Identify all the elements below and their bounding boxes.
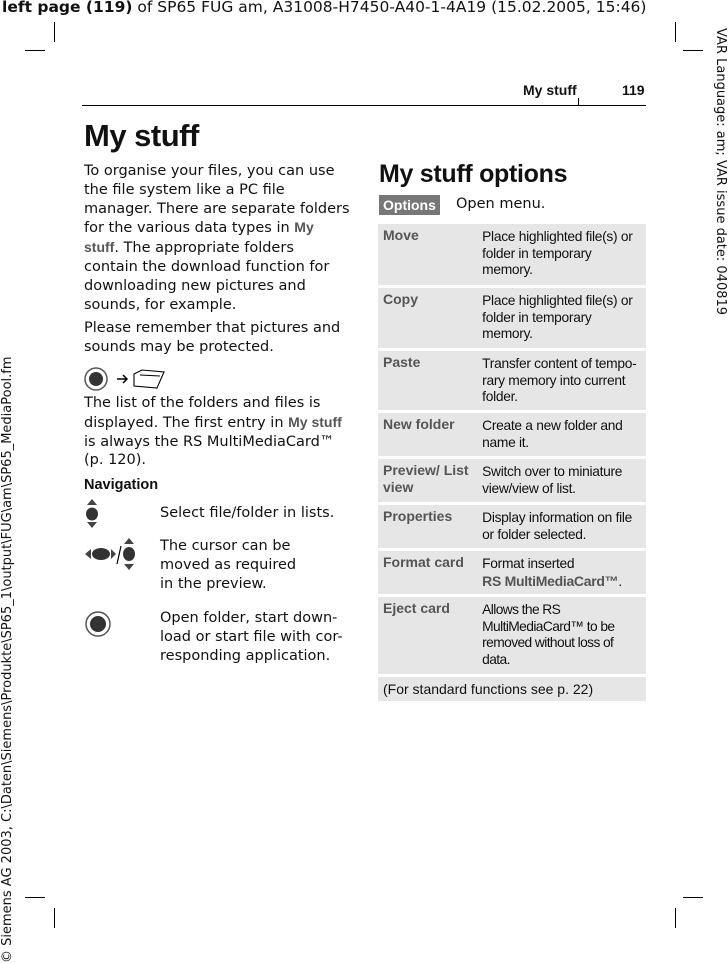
print-header-rest: of SP65 FUG am, A31008-H7450-A40-1-4A19 (15.02.2005, 15:46) (132, 0, 647, 16)
option-desc: Create a new folder and name it. (482, 418, 623, 450)
options-table (378, 224, 646, 701)
option-desc: Place highlighted file(s) or folder in temporary memory. (482, 229, 633, 277)
option-desc: Transfer content of tempo-rary memory into current folder. (482, 356, 637, 404)
intro-text: To organise your files, you can use the file system like a PC file manager. There are separate folders for the various data types in (84, 163, 350, 237)
page-number-tab (578, 98, 579, 106)
crop-mark (675, 908, 676, 928)
table-row (378, 551, 646, 594)
options-softkey-desc: Open menu. (456, 196, 546, 212)
table-row (378, 288, 646, 348)
print-header (2, 0, 646, 16)
crop-mark (683, 50, 703, 51)
table-row (378, 224, 646, 285)
print-header-bold: left page (119) (2, 0, 133, 16)
intro-paragraph-1 (84, 162, 352, 314)
side-note-left: © Siemens AG 2003, C:\Daten\Siemens\Produkte\SP65_1\output\FUG\am\SP65_MediaPool.fm (0, 356, 15, 963)
table-row (378, 351, 646, 410)
options-softkey: Options (379, 195, 440, 215)
option-desc: Display information on file or folder selected. (482, 510, 633, 542)
intro-highlight: My stuff (288, 413, 342, 430)
intro-highlight: My stuff (84, 219, 314, 256)
intro-paragraph-3 (84, 394, 352, 470)
intro-text-end: is always the RS MultiMediaCard™ (p. 120). (84, 433, 335, 469)
option-desc-text: Format inserted (482, 556, 575, 571)
table-row (378, 413, 646, 456)
nav-item-1-text: Select file/folder in lists. (160, 505, 335, 521)
options-footer: (For standard functions see p. 22) (378, 677, 646, 701)
option-key: Format card (383, 554, 464, 570)
crop-mark (683, 897, 703, 898)
nav-item-3-text: Open folder, start down-load or start file with cor-responding application. (160, 610, 343, 664)
intro-text: The list of the folders and files is displayed. The first entry in (84, 395, 321, 431)
options-heading: My stuff options (379, 160, 568, 188)
crop-mark (54, 908, 55, 928)
table-row (378, 459, 646, 502)
intro-text-end: . The appropriate folders contain the download function for downloading new pictures and sounds, for example. (84, 240, 330, 313)
option-key: Paste (383, 354, 421, 370)
page-title: My stuff (84, 118, 199, 153)
option-desc: Switch over to miniature view/view of list. (482, 464, 623, 496)
option-key: Move (383, 227, 419, 243)
option-desc (477, 551, 646, 594)
crop-mark (25, 897, 45, 898)
crop-mark (675, 22, 676, 42)
navigation-title: Navigation (84, 477, 159, 493)
crop-mark (25, 50, 45, 51)
option-key: New folder (383, 416, 455, 432)
option-desc: Place highlighted file(s) or folder in temporary memory. (482, 293, 633, 341)
side-note-right: VAR Language: am; VAR issue date: 040819 (713, 28, 728, 316)
option-desc-highlight: RS MultiMediaCard™ (482, 572, 619, 589)
table-row (378, 505, 646, 548)
option-desc: Allows the RS MultiMediaCard™ to be removed without loss of data. (482, 602, 615, 667)
four-way-key-icon (85, 538, 137, 572)
crop-mark (54, 22, 55, 42)
intro-paragraph-2: Please remember that pictures and sounds may be protected. (84, 320, 341, 355)
option-key: Copy (383, 291, 418, 307)
option-desc-end: . (618, 573, 622, 589)
table-row (378, 597, 646, 674)
header-rule (82, 105, 646, 106)
option-key: Preview/ List view (383, 462, 469, 495)
option-key: Eject card (383, 600, 450, 616)
center-key-icon (85, 611, 111, 637)
running-head-page: 119 (622, 82, 645, 98)
running-head-title: My stuff (523, 82, 577, 98)
center-key-to-folder-icon (84, 366, 169, 392)
nav-item-2-text: The cursor can be moved as required in the preview. (160, 538, 297, 592)
up-down-key-icon (85, 499, 99, 529)
option-key: Properties (383, 508, 453, 524)
